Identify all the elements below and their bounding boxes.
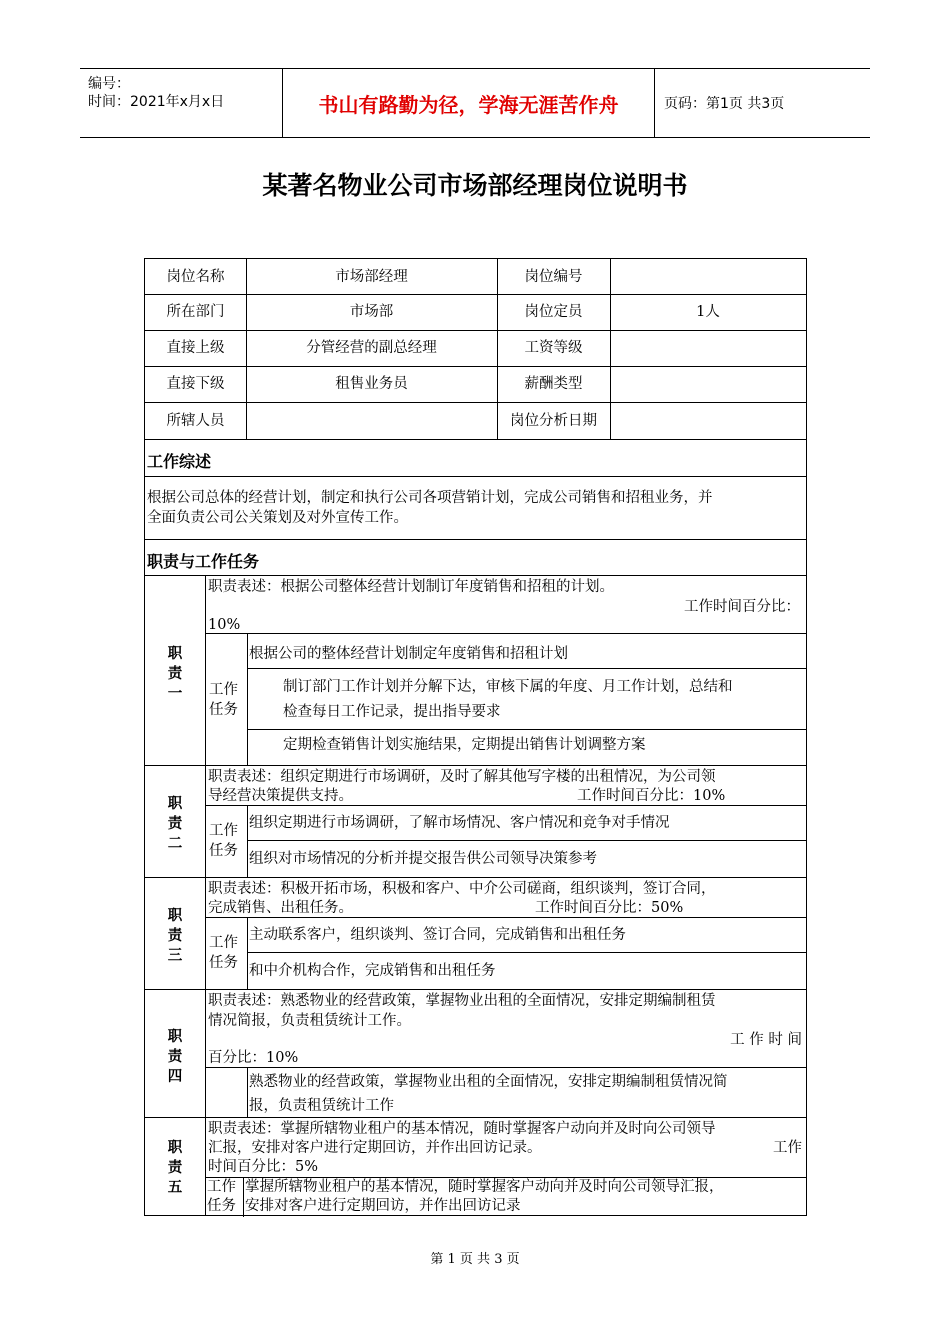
header-meta <box>80 69 282 137</box>
duty3-label: 职 责 三 <box>167 907 183 964</box>
info-key: 所在部门 <box>166 304 225 320</box>
time-label: 时间：2021年x月x日 <box>88 94 225 110</box>
duties-section <box>144 539 807 1216</box>
duty3-task: 主动联系客户，组织谈判、签订合同，完成销售和出租任务 <box>249 927 626 943</box>
info-value: 租售业务员 <box>335 376 408 392</box>
info-key: 岗位分析日期 <box>510 412 597 429</box>
duty4-percent-label: 工 作 时 间 <box>730 1032 802 1048</box>
duty5-label: 职 责 五 <box>167 1139 183 1196</box>
position-info-table <box>144 258 807 440</box>
info-key: 直接上级 <box>166 340 225 356</box>
duty4-task: 熟悉物业的经营政策，掌握物业出租的全面情况，安排定期编制租赁情况简 报，负责租赁统计工作 <box>249 1074 728 1114</box>
info-value <box>246 402 497 439</box>
duty2-task: 组织定期进行市场调研，了解市场情况、客户情况和竞争对手情况 <box>249 815 670 831</box>
duty3-desc: 职责表述：积极开拓市场，积极和客户、中介公司磋商，组织谈判，签订合同， <box>208 881 716 897</box>
info-key: 所辖人员 <box>166 412 225 429</box>
info-value <box>610 259 806 294</box>
page-footer: 第 1 页 共 3 页 <box>430 1252 520 1267</box>
duty2-label: 职 责 二 <box>167 795 183 852</box>
duty1-percent: 10% <box>208 617 241 633</box>
duty1-label: 职 责 一 <box>167 645 183 702</box>
duty3-task-label: 工作 任务 <box>209 935 238 971</box>
duty1-task: 制订部门工作计划并分解下达，审核下属的年度、月工作计划，总结和 检查每日工作记录，提出指导要求 <box>283 679 733 720</box>
summary-heading: 工作综述 <box>147 452 212 471</box>
info-key: 直接下级 <box>166 376 225 392</box>
duty5-percent: 时间百分比：5% <box>208 1159 319 1175</box>
duty1-task: 根据公司的整体经营计划制定年度销售和招租计划 <box>249 646 568 662</box>
duty5-desc: 职责表述：掌握所辖物业租户的基本情况，随时掌握客户动向并及时向公司领导 <box>208 1121 716 1137</box>
info-key: 岗位名称 <box>166 268 225 285</box>
duty2-percent: 工作时间百分比：10% <box>577 788 726 804</box>
page-title: 某著名物业公司市场部经理岗位说明书 <box>262 171 688 200</box>
duty2-task-label: 工作 任务 <box>209 823 238 859</box>
duty1-desc: 职责表述：根据公司整体经营计划制订年度销售和招租的计划。 <box>208 579 614 595</box>
info-value: 市场部 <box>349 304 394 320</box>
info-key: 薪酬类型 <box>524 376 583 392</box>
duty5-desc: 汇报，安排对客户进行定期回访，并作出回访记录。 <box>208 1140 542 1156</box>
number-label: 编号： <box>88 76 130 92</box>
info-key: 岗位定员 <box>524 304 583 320</box>
info-key: 岗位编号 <box>524 268 583 285</box>
info-value <box>610 366 806 402</box>
info-value: 分管经营的副总经理 <box>306 340 437 356</box>
duty3-percent: 工作时间百分比：50% <box>535 900 684 916</box>
duty5-task-label: 工作 任务 <box>207 1179 236 1214</box>
duty4-desc: 情况简报，负责租赁统计工作。 <box>208 1013 411 1029</box>
duty5-percent-label: 工作 <box>773 1140 802 1156</box>
duty4-desc: 职责表述：熟悉物业的经营政策，掌握物业出租的全面情况，安排定期编制租赁 <box>208 993 716 1009</box>
duty3-desc: 完成销售、出租任务。 <box>208 900 353 916</box>
duty1-task: 定期检查销售计划实施结果，定期提出销售计划调整方案 <box>283 737 646 753</box>
page-header <box>80 68 870 138</box>
header-motto: 书山有路勤为径，学海无涯苦作舟 <box>282 69 655 137</box>
duty2-desc: 职责表述：组织定期进行市场调研，及时了解其他写字楼的出租情况，为公司领 <box>208 769 716 785</box>
summary-line: 全面负责公司公关策划及对外宣传工作。 <box>147 510 408 526</box>
info-value <box>610 402 806 439</box>
info-key: 工资等级 <box>524 340 583 356</box>
info-value: 1人 <box>696 304 720 320</box>
info-value: 市场部经理 <box>335 268 408 285</box>
summary-line: 根据公司总体的经营计划，制定和执行公司各项营销计划，完成公司销售和招租业务，并 <box>147 490 713 506</box>
summary-section <box>144 439 807 540</box>
duty5-task: 掌握所辖物业租户的基本情况，随时掌握客户动向并及时向公司领导汇报， 安排对客户进行定期回访，并作出回访记录 <box>245 1179 724 1214</box>
info-value <box>610 330 806 366</box>
duty2-desc: 导经营决策提供支持。 <box>208 788 353 804</box>
duty4-label: 职 责 四 <box>167 1028 183 1085</box>
header-page: 页码：第1页 共3页 <box>664 96 785 112</box>
duty2-task: 组织对市场情况的分析并提交报告供公司领导决策参考 <box>249 851 597 867</box>
duty4-percent: 百分比：10% <box>208 1050 299 1066</box>
duty3-task: 和中介机构合作，完成销售和出租任务 <box>249 963 496 979</box>
duty1-task-label: 工作 任务 <box>209 682 238 718</box>
duties-heading: 职责与工作任务 <box>147 552 260 571</box>
duty1-percent-label: 工作时间百分比： <box>684 599 800 615</box>
